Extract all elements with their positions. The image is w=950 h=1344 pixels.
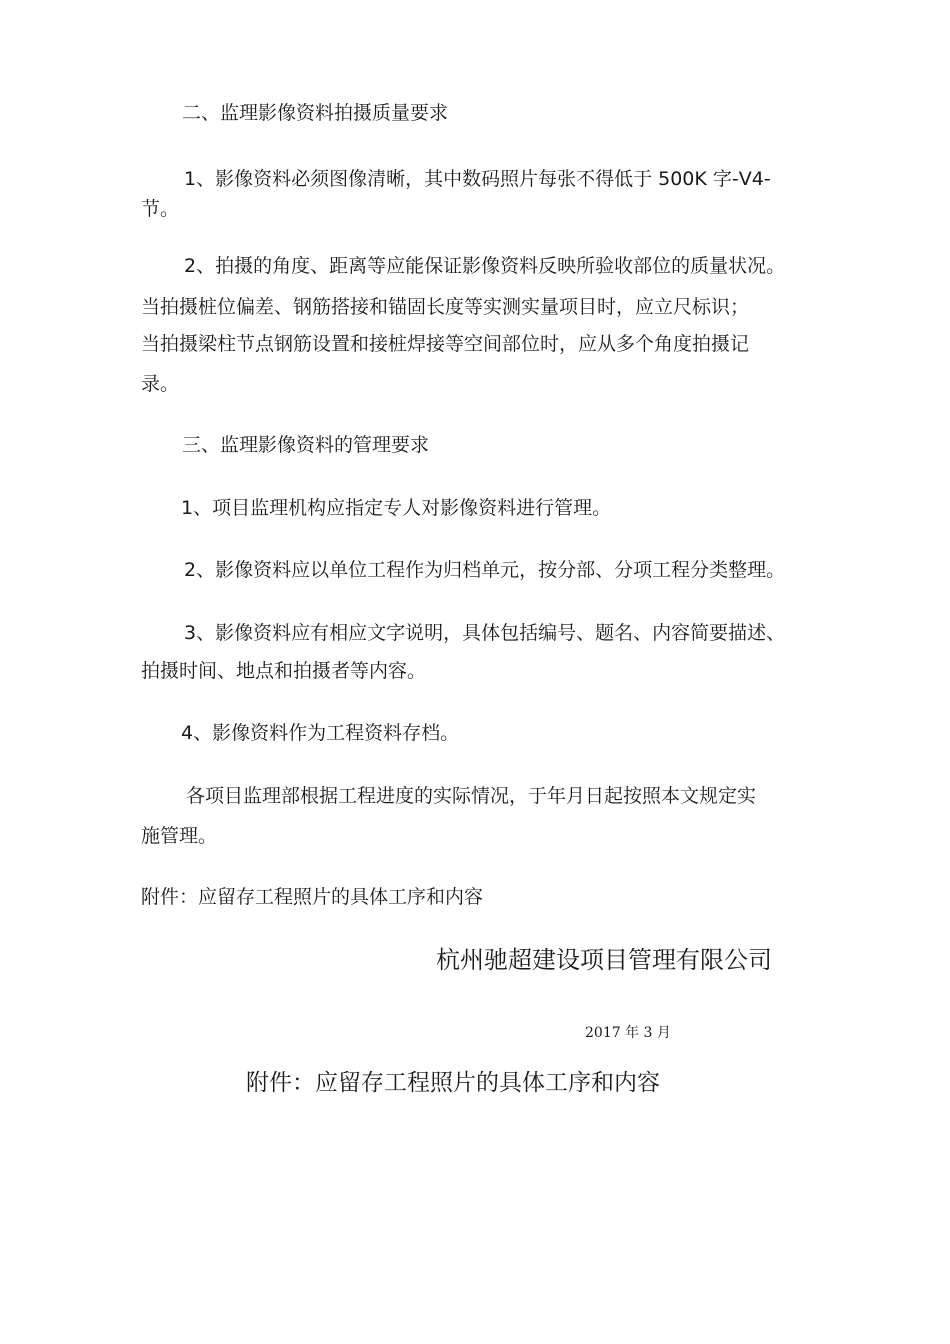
paragraph-line: 当拍摄桩位偏差、钢筋搭接和锚固长度等实测实量项目时，应立尺标识；: [141, 296, 750, 318]
paragraph-line: 拍摄时间、地点和拍摄者等内容。: [141, 660, 427, 682]
attachment-title: 附件：应留存工程照片的具体工序和内容: [246, 1070, 660, 1096]
paragraph-line: 各项目监理部根据工程进度的实际情况，于年月日起按照本文规定实: [186, 785, 757, 807]
attachment-note: 附件：应留存工程照片的具体工序和内容: [141, 886, 484, 908]
document-date: 2017 年 3 月: [585, 1025, 671, 1041]
paragraph-line: 施管理。: [141, 825, 218, 847]
paragraph-line: 2、拍摄的角度、距离等应能保证影像资料反映所验收部位的质量状况。: [184, 255, 786, 277]
paragraph-line: 1、影像资料必须图像清晰，其中数码照片每张不得低于 500K 字-V4-: [184, 168, 771, 190]
paragraph-line: 2、影像资料应以单位工程作为归档单元，按分部、分项工程分类整理。: [184, 559, 786, 581]
paragraph-line: 4、影像资料作为工程资料存档。: [181, 722, 460, 744]
paragraph-line: 节。: [141, 198, 180, 220]
company-name: 杭州驰超建设项目管理有限公司: [436, 946, 772, 974]
section-heading-management: 三、监理影像资料的管理要求: [182, 434, 430, 456]
paragraph-line: 当拍摄梁柱节点钢筋设置和接桩焊接等空间部位时，应从多个角度拍摄记: [141, 333, 750, 355]
paragraph-line: 1、项目监理机构应指定专人对影像资料进行管理。: [181, 497, 612, 519]
section-heading-quality: 二、监理影像资料拍摄质量要求: [182, 102, 449, 124]
paragraph-line: 录。: [141, 373, 180, 395]
paragraph-line: 3、影像资料应有相应文字说明，具体包括编号、题名、内容简要描述、: [184, 622, 786, 644]
